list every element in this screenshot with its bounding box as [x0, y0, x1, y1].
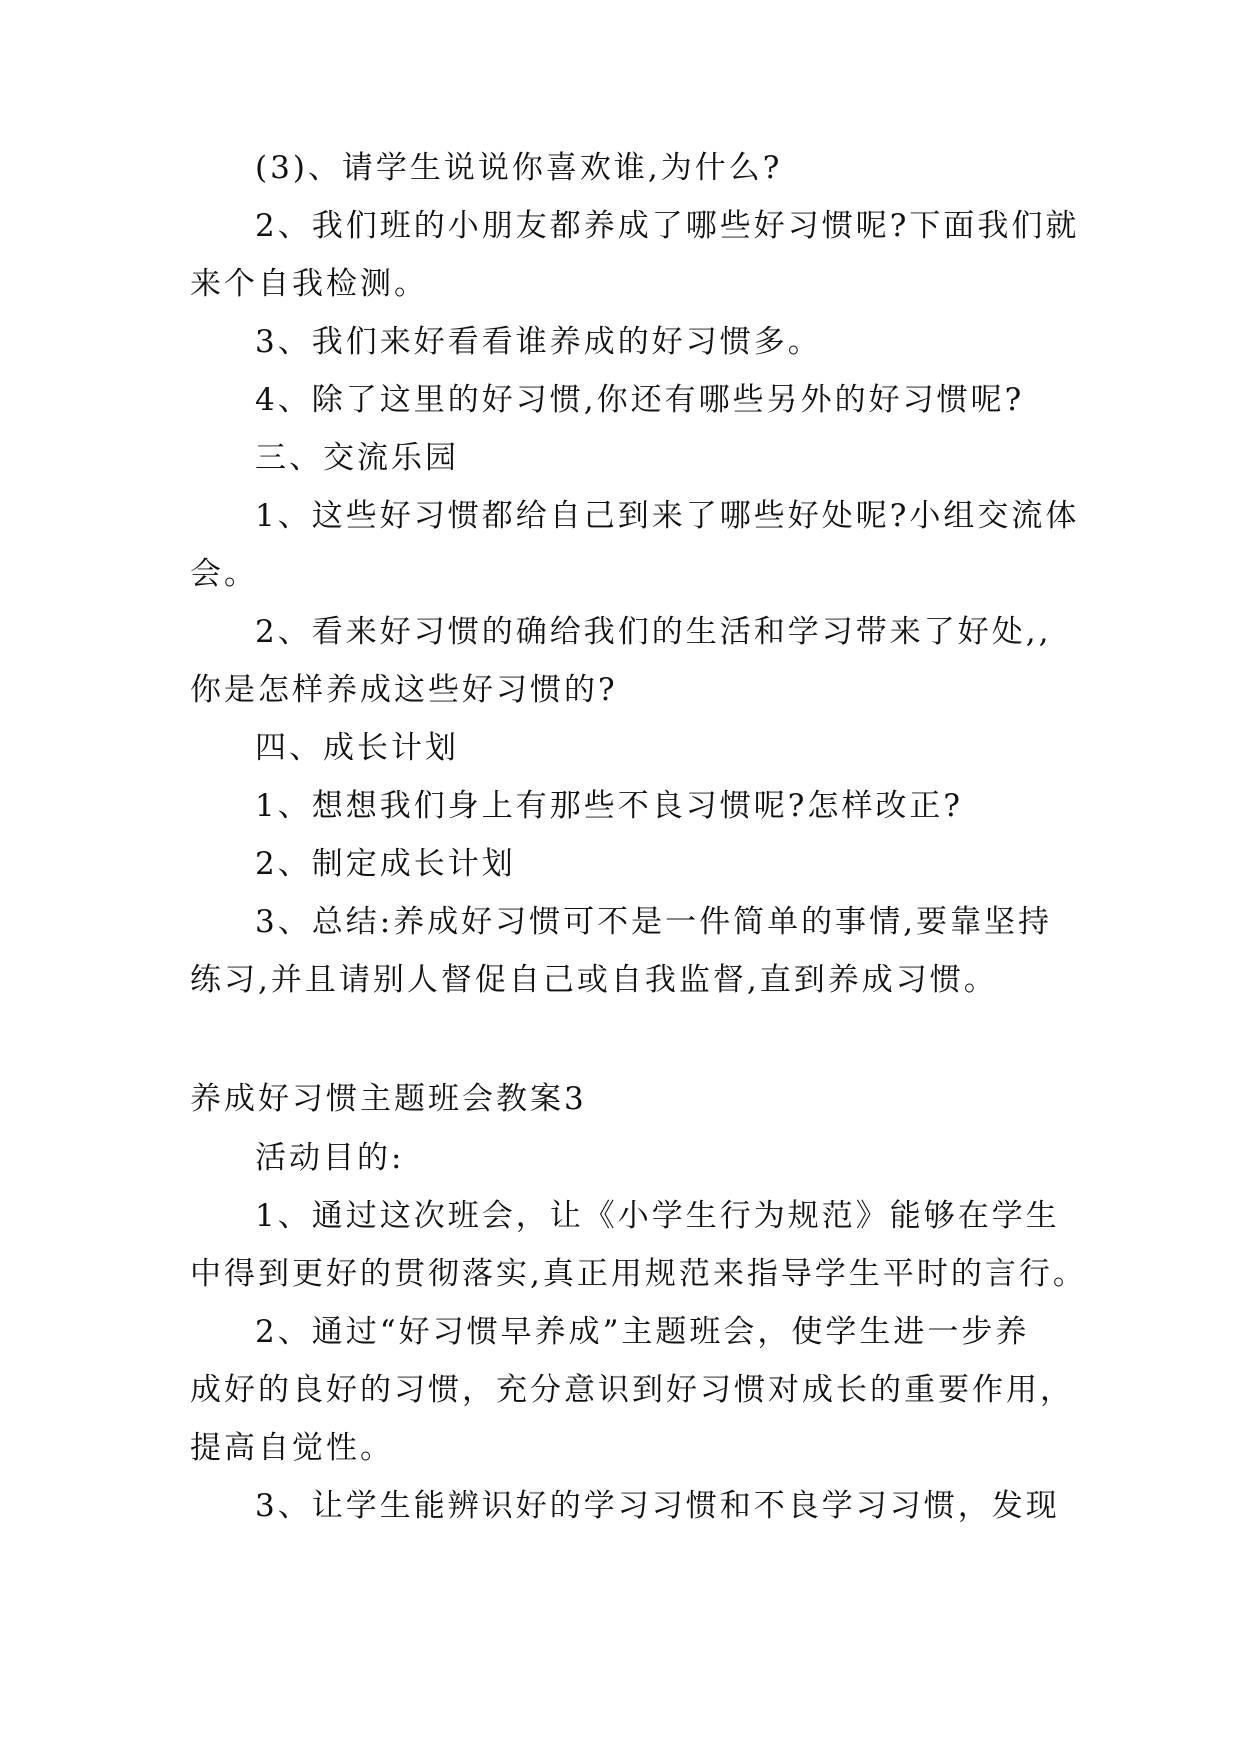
section-heading: 三、交流乐园: [255, 440, 459, 476]
paragraph-line: 1、通过这次班会，让《小学生行为规范》能够在学生: [255, 1198, 1060, 1234]
paragraph-line: 3、我们来好看看谁养成的好习惯多。: [255, 324, 822, 360]
paragraph-line: 1、这些好习惯都给自己到来了哪些好处呢?小组交流体: [255, 498, 1080, 534]
paragraph-line: 2、制定成长计划: [255, 846, 516, 882]
paragraph-line: 会。: [190, 556, 258, 592]
paragraph-line: 中得到更好的贯彻落实,真正用规范来指导学生平时的言行。: [190, 1256, 1087, 1292]
paragraph-line: 4、除了这里的好习惯,你还有哪些另外的好习惯呢?: [255, 382, 1025, 418]
document-title: 养成好习惯主题班会教案3: [190, 1081, 587, 1117]
paragraph-line: 来个自我检测。: [190, 266, 428, 302]
paragraph-line: 2、看来好习惯的确给我们的生活和学习带来了好处,,: [255, 614, 1052, 650]
paragraph-line: 3、总结:养成好习惯可不是一件简单的事情,要靠坚持: [255, 904, 1053, 940]
paragraph-line: (3)、请学生说说你喜欢谁,为什么?: [255, 150, 783, 186]
section-heading: 活动目的:: [255, 1140, 405, 1176]
paragraph-line: 2、我们班的小朋友都养成了哪些好习惯呢?下面我们就: [255, 208, 1080, 244]
paragraph-line: 你是怎样养成这些好习惯的?: [190, 672, 618, 708]
section-heading: 四、成长计划: [255, 730, 459, 766]
paragraph-line: 2、通过“好习惯早养成”主题班会，使学生进一步养: [255, 1314, 1030, 1350]
paragraph-line: 成好的良好的习惯，充分意识到好习惯对成长的重要作用，: [190, 1372, 1074, 1408]
paragraph-line: 练习,并且请别人督促自己或自我监督,直到养成习惯。: [190, 962, 998, 998]
paragraph-line: 提高自觉性。: [190, 1430, 394, 1466]
paragraph-line: 3、让学生能辨识好的学习习惯和不良学习习惯，发现: [255, 1488, 1060, 1524]
paragraph-line: 1、想想我们身上有那些不良习惯呢?怎样改正?: [255, 788, 963, 824]
